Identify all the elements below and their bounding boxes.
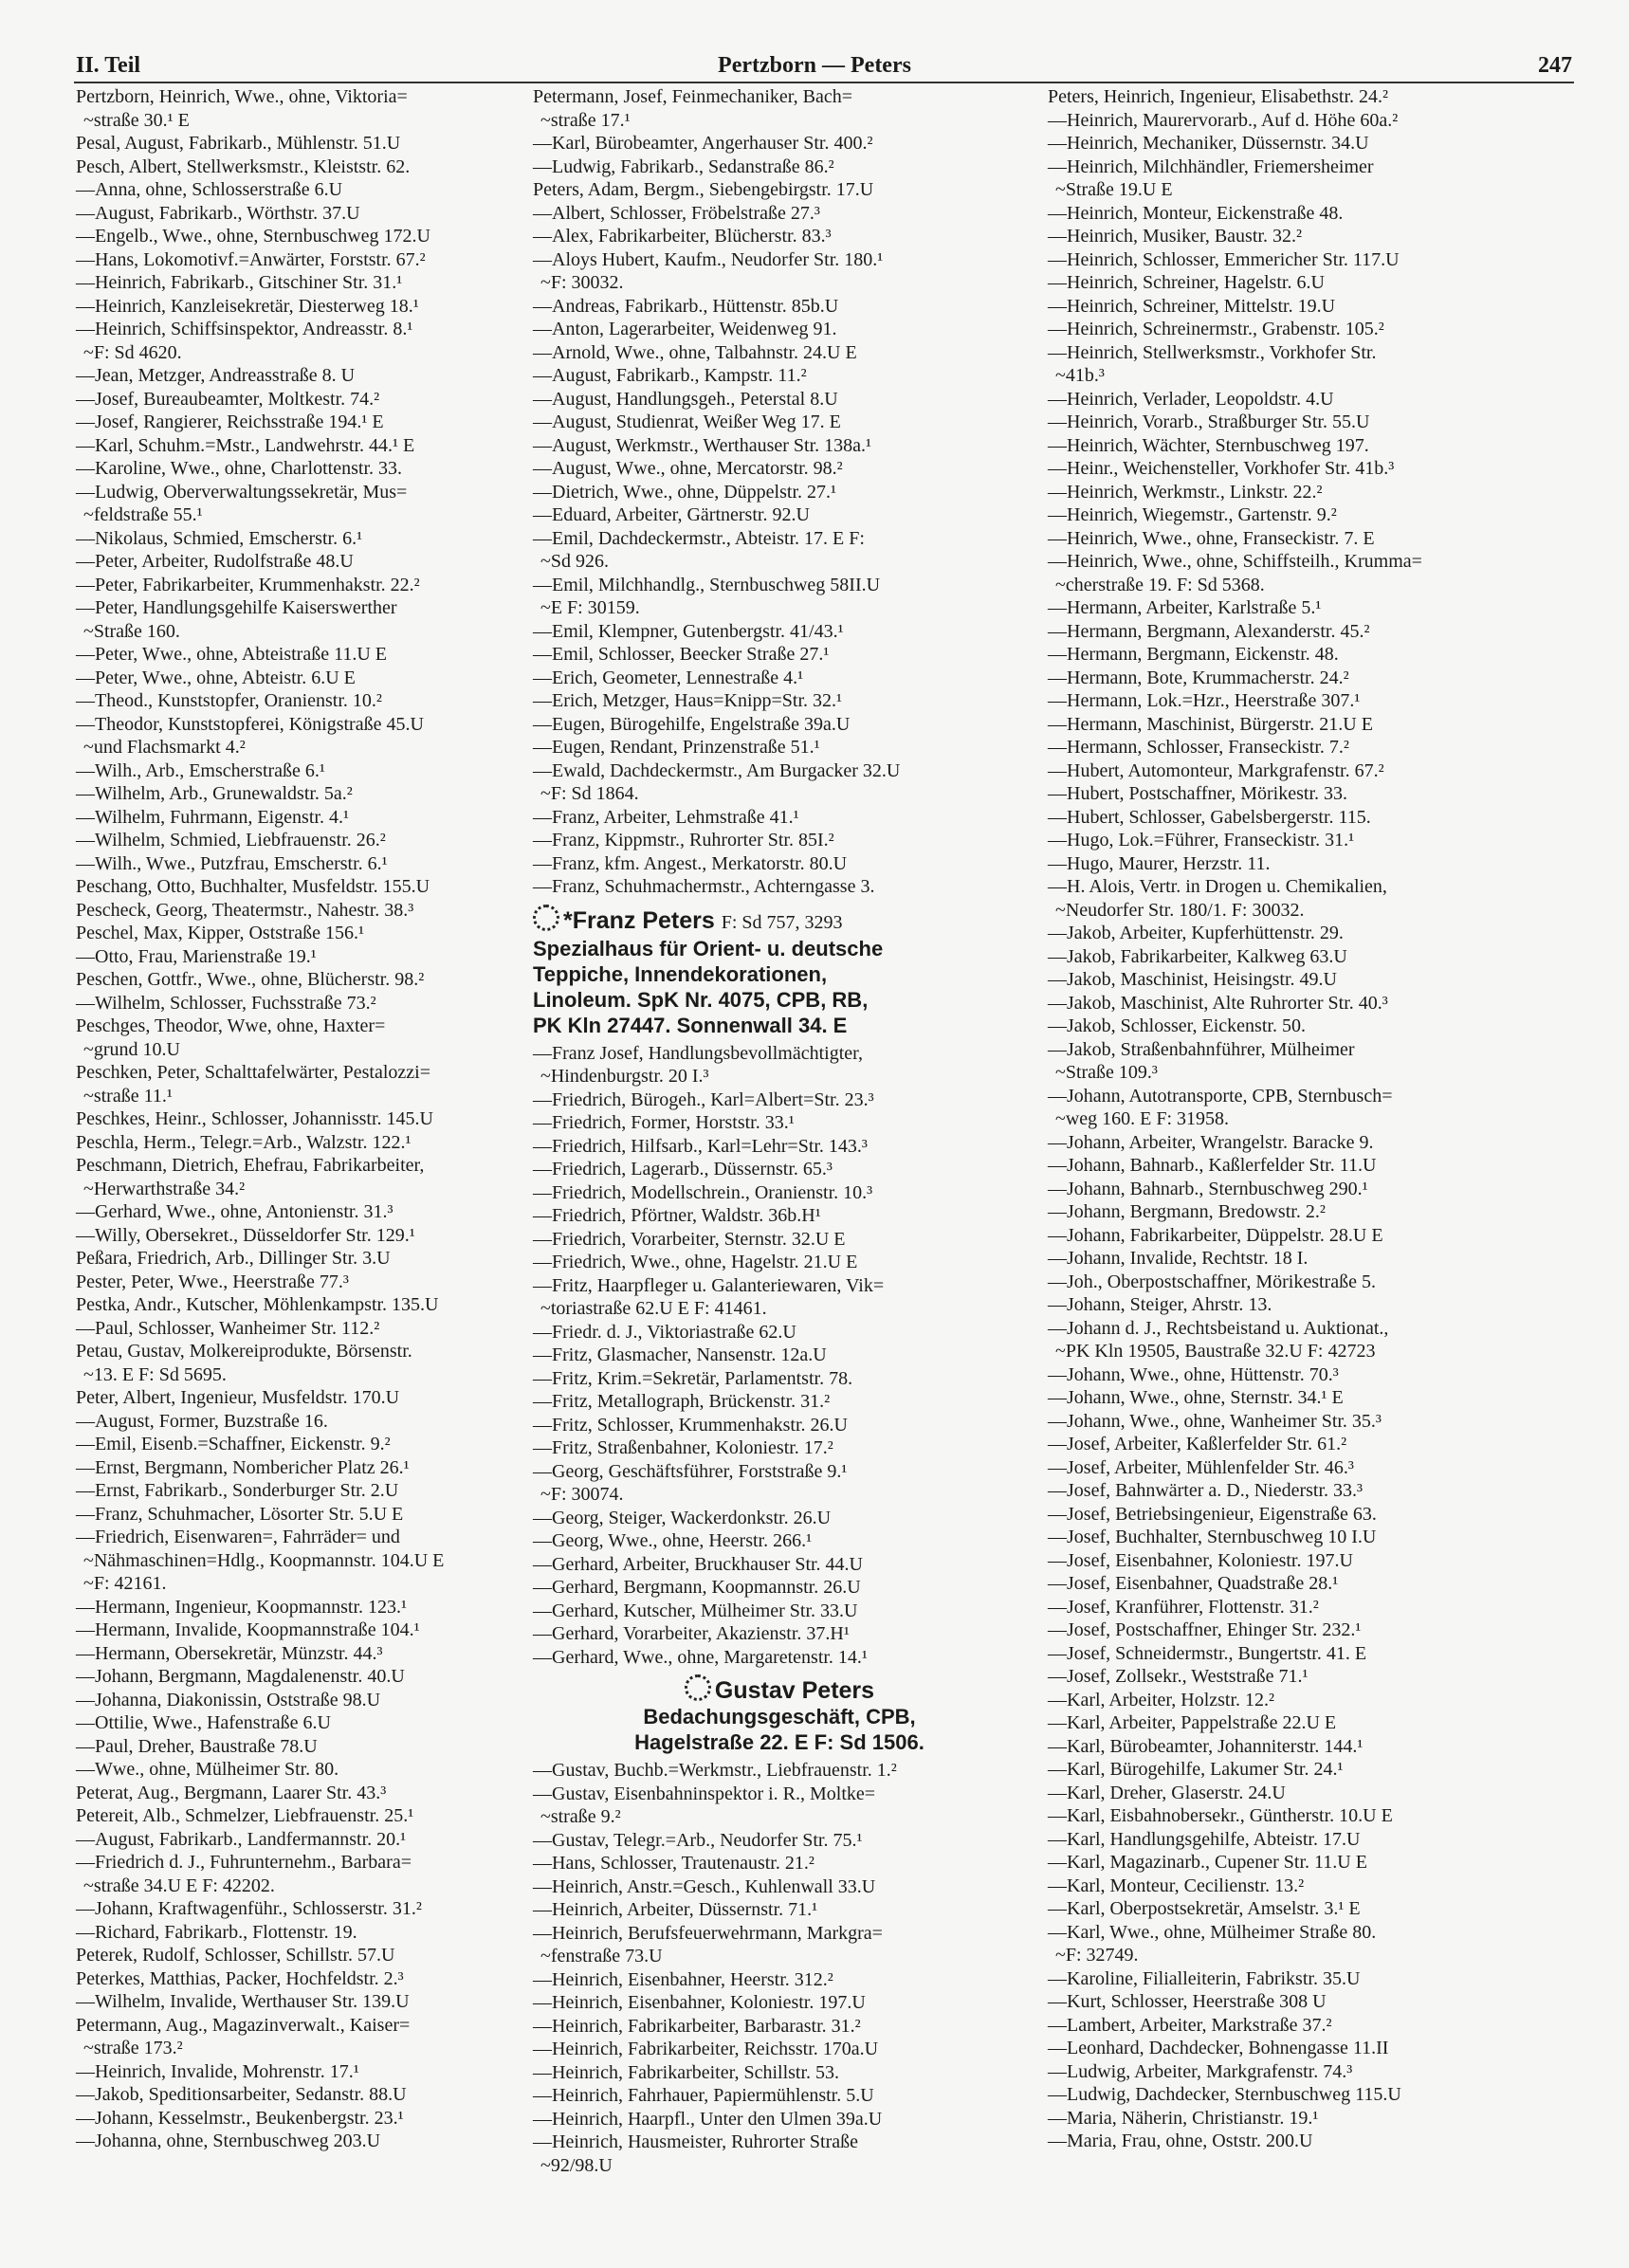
directory-entry: Peschen, Gottfr., Wwe., ohne, Blücherstr. 98.² [76,969,425,990]
directory-entry: —Heinrich, Schreiner, Mittelstr. 19.U [1048,295,1336,317]
directory-entry: —Johann, Steiger, Ahrstr. 13. [1048,1294,1272,1315]
directory-entry: —Richard, Fabrikarb., Flottenstr. 19. [76,1921,357,1943]
directory-entry: —Fritz, Haarpfleger u. Galanteriewaren, Vik= [533,1274,885,1296]
directory-entry: —Ludwig, Fabrikarb., Sedanstraße 86.² [533,155,834,177]
directory-entry: —Georg, Steiger, Wackerdonkstr. 26.U [533,1507,832,1528]
directory-entry: —Ludwig, Oberverwaltungssekretär, Mus= [76,481,408,503]
directory-entry: Peschel, Max, Kipper, Oststraße 156.¹ [76,923,365,943]
directory-entry: —Franz, Schuhmacher, Lösorter Str. 5.U E [76,1503,404,1525]
directory-entry: —August, Former, Buzstraße 16. [76,1410,328,1432]
directory-entry: —August, Handlungsgeh., Peterstal 8.U [533,388,838,410]
entry-continuation: ~Neudorfer Str. 180/1. F: 30032. [1055,899,1305,921]
entry-continuation: ~feldstraße 55.¹ [83,504,203,525]
directory-entry: —Josef, Bureaubeamter, Moltkestr. 74.² [76,388,380,410]
directory-entry: —Johann, Fabrikarbeiter, Düppelstr. 28.U E [1048,1224,1383,1246]
directory-entry: —Johann, Bergmann, Magdalenenstr. 40.U [76,1666,405,1687]
directory-entry: —Heinrich, Arbeiter, Düssernstr. 71.¹ [533,1899,818,1920]
directory-entry: —Jakob, Arbeiter, Kupferhüttenstr. 29. [1048,923,1344,943]
directory-entry: —Wilhelm, Fuhrmann, Eigenstr. 4.¹ [76,806,349,828]
ad-line: Linoleum. SpK Nr. 4075, CPB, RB, [533,987,869,1012]
directory-entry: —Heinrich, Schlosser, Emmericher Str. 117.U [1048,248,1400,270]
advertisement-franz-peters [533,905,1026,1038]
directory-entry: —Nikolaus, Schmied, Emscherstr. 6.¹ [76,527,363,549]
directory-entry: —Karl, Bürobeamter, Johanniterstr. 144.¹ [1048,1735,1364,1757]
directory-entry: —Johann, Bahnarb., Kaßlerfelder Str. 11.U [1048,1155,1377,1176]
entry-continuation: ~13. E F: Sd 5695. [83,1363,227,1385]
directory-entry: —Franz, Schuhmachermstr., Achterngasse 3. [533,876,875,897]
directory-entry: —Peter, Arbeiter, Rudolfstraße 48.U [76,551,354,572]
directory-entry: —Wilh., Arb., Emscherstraße 6.¹ [76,759,325,781]
directory-entry: —August, Fabrikarb., Landfermannstr. 20.¹ [76,1828,407,1850]
directory-entry: —Heinrich, Werkmstr., Linkstr. 22.² [1048,481,1323,503]
directory-entry: —Theod., Kunststopfer, Oranienstr. 10.² [76,690,382,711]
entry-continuation: ~F: 32749. [1055,1945,1139,1966]
directory-entry: —Andreas, Fabrikarb., Hüttenstr. 85b.U [533,295,839,317]
directory-entry: —Josef, Eisenbahner, Quadstraße 28.¹ [1048,1573,1339,1594]
directory-entry: —Kurt, Schlosser, Heerstraße 308 U [1048,1991,1327,2012]
directory-entry: —Joh., Oberpostschaffner, Mörikestraße 5. [1048,1271,1376,1292]
entry-continuation: ~Nähmaschinen=Hdlg., Koopmannstr. 104.U E [83,1549,445,1571]
directory-entry: —Josef, Schneidermstr., Bungertstr. 41. E [1048,1642,1367,1664]
directory-entry: —Gerhard, Wwe., ohne, Margaretenstr. 14.¹ [533,1646,868,1668]
directory-entry: —Dietrich, Wwe., ohne, Düppelstr. 27.¹ [533,481,837,503]
directory-entry: —Johann, Bergmann, Bredowstr. 2.² [1048,1201,1326,1222]
directory-entry: —Josef, Betriebsingenieur, Eigenstraße 63. [1048,1503,1377,1525]
directory-entry: —Eduard, Arbeiter, Gärtnerstr. 92.U [533,504,810,525]
directory-entry: Pesch, Albert, Stellwerksmstr., Kleiststr. 62. [76,155,411,177]
entry-continuation: ~E F: 30159. [540,597,640,618]
column-1 [76,85,522,2153]
directory-entry: —Friedrich, Lagerarb., Düssernstr. 65.³ [533,1159,833,1180]
directory-entry: Peter, Albert, Ingenieur, Musfeldstr. 170.U [76,1387,400,1408]
directory-entry: —Peter, Handlungsgehilfe Kaiserswerther [76,597,397,618]
directory-entry: —Johanna, ohne, Sternbuschweg 203.U [76,2131,381,2151]
directory-entry: —Friedrich d. J., Fuhrunternehm., Barbara= [76,1852,412,1873]
directory-entry: —Friedrich, Wwe., ohne, Hagelstr. 21.U E [533,1252,858,1272]
directory-entry: —Gerhard, Arbeiter, Bruckhauser Str. 44.U [533,1553,863,1575]
entry-continuation: ~Hindenburgstr. 20 I.³ [540,1066,709,1087]
entry-continuation: ~F: 30074. [540,1484,624,1505]
entry-continuation: ~PK Kln 19505, Baustraße 32.U F: 42723 [1055,1341,1376,1362]
directory-entry: Peschges, Theodor, Wwe, ohne, Haxter= [76,1015,386,1036]
directory-entry: —Emil, Schlosser, Beecker Straße 27.¹ [533,644,830,665]
directory-entry: —Emil, Milchhandlg., Sternbuschweg 58II.U [533,574,881,595]
directory-entry: —Maria, Frau, ohne, Oststr. 200.U [1048,2131,1313,2151]
directory-entry: —Josef, Postschaffner, Ehinger Str. 232.¹ [1048,1619,1362,1640]
directory-entry: —Georg, Wwe., ohne, Heerstr. 266.¹ [533,1530,813,1551]
directory-entry: —Gerhard, Kutscher, Mülheimer Str. 33.U [533,1600,858,1621]
directory-entry: —Hubert, Automonteur, Markgrafenstr. 67.² [1048,759,1384,781]
directory-entry: —Alex, Fabrikarbeiter, Blücherstr. 83.³ [533,226,832,247]
directory-entry: —Karl, Monteur, Cecilienstr. 13.² [1048,1875,1305,1896]
entry-continuation: ~41b.³ [1055,365,1105,386]
directory-entry: —Peter, Fabrikarbeiter, Krummenhakstr. 22.² [76,574,420,595]
directory-entry: —Heinrich, Haarpfl., Unter den Ulmen 39a.U [533,2108,883,2130]
directory-entry: —Karl, Arbeiter, Holzstr. 12.² [1048,1689,1275,1710]
directory-entry: —Hermann, Bergmann, Eickenstr. 48. [1048,644,1339,665]
directory-entry: —August, Wwe., ohne, Mercatorstr. 98.² [533,458,843,479]
entry-continuation: ~Straße 19.U E [1055,179,1173,200]
entry-continuation: ~F: 42161. [83,1573,167,1594]
directory-entry: Peterek, Rudolf, Schlosser, Schillstr. 57.U [76,1945,395,1966]
directory-entry: —Fritz, Metallograph, Brückenstr. 31.² [533,1391,831,1412]
ad-phone: F: Sd 757, 3293 [721,911,843,933]
directory-entry: —Arnold, Wwe., ohne, Talbahnstr. 24.U E [533,341,857,363]
directory-entry: —Karl, Oberpostsekretär, Amselstr. 3.¹ E [1048,1898,1361,1919]
directory-entry: —Heinrich, Fabrikarbeiter, Reichsstr. 170a.U [533,2039,879,2059]
directory-entry: —Karl, Schuhm.=Mstr., Landwehrstr. 44.¹ E [76,434,415,456]
directory-entry: —Heinrich, Wächter, Sternbuschweg 197. [1048,434,1369,456]
directory-entry: —Georg, Geschäftsführer, Forststraße 9.¹ [533,1460,848,1482]
directory-entry: —Heinrich, Schreiner, Hagelstr. 6.U [1048,272,1325,293]
directory-entry: —Heinrich, Stellwerksmstr., Vorkhofer Str. [1048,341,1377,363]
ad-line: Hagelstraße 22. E F: Sd 1506. [634,1730,924,1754]
directory-entry: —Erich, Metzger, Haus=Knipp=Str. 32.¹ [533,690,843,711]
directory-entry: —Gerhard, Bergmann, Koopmannstr. 26.U [533,1577,861,1598]
directory-entry: —Leonhard, Dachdecker, Bohnengasse 11.II [1048,2038,1389,2058]
directory-entry: —Heinrich, Fahrhauer, Papiermühlenstr. 5.U [533,2085,874,2106]
directory-entry: —Friedrich, Modellschrein., Oranienstr. 10.³ [533,1181,873,1203]
entry-continuation: ~straße 173.² [83,2038,183,2058]
directory-entry: —Jakob, Speditionsarbeiter, Sedanstr. 88.U [76,2084,407,2105]
directory-entry: —Gustav, Buchb.=Werkmstr., Liebfrauenstr. 1.² [533,1760,897,1781]
directory-entry: —Hubert, Schlosser, Gabelsbergerstr. 115. [1048,806,1371,828]
directory-entry: —Friedrich, Vorarbeiter, Sternstr. 32.U E [533,1228,846,1250]
running-head: Pertzborn — Peters [718,53,911,78]
directory-entry: —Heinrich, Musiker, Baustr. 32.² [1048,226,1302,247]
directory-entry: —Ludwig, Dachdecker, Sternbuschweg 115.U [1048,2084,1401,2105]
directory-entry: Peschang, Otto, Buchhalter, Musfeldstr. 155.U [76,876,430,897]
directory-entry: —Friedrich, Former, Horststr. 33.¹ [533,1112,795,1133]
directory-entry: —Gerhard, Wwe., ohne, Antonienstr. 31.³ [76,1201,394,1222]
directory-entry: —Jean, Metzger, Andreasstraße 8. U [76,365,356,386]
entry-continuation: ~straße 34.U E F: 42202. [83,1875,275,1896]
ad-name: Gustav Peters [714,1677,875,1704]
directory-entry: —Jakob, Schlosser, Eickenstr. 50. [1048,1015,1306,1036]
directory-entry: —Hans, Lokomotivf.=Anwärter, Forststr. 67.² [76,248,426,270]
directory-entry: —Heinrich, Schreinermstr., Grabenstr. 105.² [1048,319,1384,339]
directory-entry: —Josef, Arbeiter, Mühlenfelder Str. 46.³ [1048,1456,1354,1478]
directory-entry: —Jakob, Maschinist, Alte Ruhrorter Str. 40.³ [1048,992,1388,1014]
directory-entry: —Franz Josef, Handlungsbevollmächtigter, [533,1042,864,1064]
directory-entry: —Johann, Kraftwagenführ., Schlosserstr. 31.² [76,1898,422,1919]
entry-continuation: ~92/98.U [540,2154,613,2176]
directory-entry: Peschmann, Dietrich, Ehefrau, Fabrikarbeiter, [76,1155,425,1176]
entry-continuation: ~fenstraße 73.U [540,1946,663,1966]
directory-entry: —Heinrich, Fabrikarb., Gitschiner Str. 31.¹ [76,272,403,293]
directory-entry: —Johanna, Diakonissin, Oststraße 98.U [76,1689,381,1710]
directory-entry: —Johann, Invalide, Rechtstr. 18 I. [1048,1248,1309,1269]
directory-entry: —Friedrich, Eisenwaren=, Fahrräder= und [76,1527,400,1547]
directory-entry: —Lambert, Arbeiter, Markstraße 37.² [1048,2014,1332,2036]
directory-entry: —Hermann, Schlosser, Franseckistr. 7.² [1048,737,1349,758]
directory-entry: —Otto, Frau, Marienstraße 19.¹ [76,945,317,967]
directory-entry: —Gerhard, Vorarbeiter, Akazienstr. 37.H¹ [533,1623,850,1644]
directory-entry: —Heinrich, Fabrikarbeiter, Schillstr. 53. [533,2061,840,2083]
directory-entry: —Theodor, Kunststopferei, Königstraße 45.U [76,713,424,735]
directory-entry: —Heinrich, Eisenbahner, Heerstr. 312.² [533,1968,833,1990]
directory-entry: —Fritz, Krim.=Sekretär, Parlamentstr. 78. [533,1367,853,1389]
directory-entry: —Wwe., ohne, Mülheimer Str. 80. [76,1759,339,1780]
entry-continuation: ~straße 17.¹ [540,109,631,131]
directory-entry: —Franz, kfm. Angest., Merkatorstr. 80.U [533,852,848,874]
directory-entry: —Hermann, Maschinist, Bürgerstr. 21.U E [1048,713,1373,735]
directory-entry: —Engelb., Wwe., ohne, Sternbuschweg 172.U [76,226,431,247]
directory-entry: —Friedrich, Bürogeh., Karl=Albert=Str. 23.³ [533,1088,874,1110]
directory-entry: —Josef, Kranführer, Flottenstr. 31.² [1048,1596,1319,1618]
directory-entry: —Johann, Wwe., ohne, Sternstr. 34.¹ E [1048,1387,1344,1408]
directory-entry: —Heinrich, Verlader, Leopoldstr. 4.U [1048,388,1334,410]
directory-entry: —Wilhelm, Schmied, Liebfrauenstr. 26.² [76,830,386,850]
directory-entry: —Karl, Dreher, Glaserstr. 24.U [1048,1782,1286,1803]
directory-entry: —Heinrich, Anstr.=Gesch., Kuhlenwall 33.U [533,1875,876,1897]
directory-entry: Pesal, August, Fabrikarb., Mühlenstr. 51.U [76,133,401,154]
ad-line: PK Kln 27447. Sonnenwall 34. E [533,1013,848,1037]
directory-entry: Pester, Peter, Wwe., Heerstraße 77.³ [76,1271,349,1292]
directory-entry: —Peter, Wwe., ohne, Abteistraße 11.U E [76,644,388,665]
directory-entry: —Wilh., Wwe., Putzfrau, Emscherstr. 6.¹ [76,852,388,874]
directory-entry: —Fritz, Glasmacher, Nansenstr. 12a.U [533,1344,827,1365]
directory-entry: —Ludwig, Arbeiter, Markgrafenstr. 74.³ [1048,2060,1353,2082]
directory-entry: —Heinrich, Fabrikarbeiter, Barbarastr. 31.² [533,2015,861,2037]
directory-entry: —Ewald, Dachdeckermstr., Am Burgacker 32.U [533,759,901,781]
directory-entry: —Hermann, Obersekretär, Münzstr. 44.³ [76,1642,383,1664]
directory-entry: —August, Fabrikarb., Kampstr. 11.² [533,365,807,386]
directory-entry: —Hugo, Maurer, Herzstr. 11. [1048,852,1271,874]
directory-entry: —Erich, Geometer, Lennestraße 4.¹ [533,667,804,688]
directory-entry: —Anna, ohne, Schlosserstraße 6.U [76,179,343,200]
directory-entry: —Heinrich, Schiffsinspektor, Andreasstr. 8.¹ [76,319,413,339]
directory-entry: —Peter, Wwe., ohne, Abteistr. 6.U E [76,667,356,688]
directory-entry: —Karl, Bürogehilfe, Lakumer Str. 24.¹ [1048,1759,1344,1780]
directory-entry: —Heinrich, Wwe., ohne, Franseckistr. 7. E [1048,527,1375,549]
directory-entry: Petermann, Aug., Magazinverwalt., Kaiser= [76,2014,411,2036]
directory-entry: —Albert, Schlosser, Fröbelstraße 27.³ [533,202,820,224]
directory-entry: —Karl, Wwe., ohne, Mülheimer Straße 80. [1048,1921,1377,1943]
directory-entry: —Josef, Arbeiter, Kaßlerfelder Str. 61.² [1048,1434,1347,1454]
entry-continuation: ~straße 9.² [540,1806,621,1827]
directory-entry: —Heinrich, Maurervorarb., Auf d. Höhe 60a.² [1048,109,1399,131]
directory-entry: —Aloys Hubert, Kaufm., Neudorfer Str. 180.¹ [533,248,884,270]
directory-entry: Peters, Adam, Bergm., Siebengebirgstr. 17.U [533,179,874,200]
directory-entry: —Fritz, Schlosser, Krummenhakstr. 26.U [533,1414,848,1436]
directory-entry: —Karl, Arbeiter, Pappelstraße 22.U E [1048,1712,1337,1733]
entry-continuation: ~straße 11.¹ [83,1085,173,1107]
directory-entry: Peterat, Aug., Bergmann, Laarer Str. 43.³ [76,1782,387,1803]
ad-line: Bedachungsgeschäft, CPB, [643,1705,916,1728]
entries-block-a [533,85,1026,899]
directory-entry: —Heinrich, Invalide, Mohrenstr. 17.¹ [76,2060,359,2082]
directory-entry: —Hans, Schlosser, Trautenaustr. 21.² [533,1853,814,1874]
directory-entry: —Wilhelm, Invalide, Werthauser Str. 139.U [76,1991,410,2012]
directory-entry: —Gustav, Telegr.=Arb., Neudorfer Str. 75.¹ [533,1829,863,1851]
part-label: II. Teil [76,53,141,78]
directory-entry: —Fritz, Straßenbahner, Koloniestr. 17.² [533,1437,833,1458]
directory-entry: —Heinrich, Mechaniker, Düssernstr. 34.U [1048,133,1369,154]
directory-entry: —Anton, Lagerarbeiter, Weidenweg 91. [533,319,837,339]
directory-entry: —Johann, Bahnarb., Sternbuschweg 290.¹ [1048,1178,1368,1199]
directory-entry: —Heinrich, Monteur, Eickenstraße 48. [1048,202,1344,224]
directory-entry: —Jakob, Fabrikarbeiter, Kalkweg 63.U [1048,945,1347,967]
directory-entry: Petereit, Alb., Schmelzer, Liebfrauenstr. 25.¹ [76,1805,414,1826]
directory-entry: —Josef, Bahnwärter a. D., Niederstr. 33.³ [1048,1480,1364,1501]
directory-entry: Peschken, Peter, Schalttafelwärter, Pestalozzi= [76,1062,430,1083]
directory-entry: —Ernst, Fabrikarb., Sonderburger Str. 2.U [76,1480,399,1501]
column-3 [1048,85,1579,2153]
directory-entry: —Johann, Arbeiter, Wrangelstr. Baracke 9. [1048,1131,1374,1153]
directory-entry: —Heinrich, Eisenbahner, Koloniestr. 197.U [533,1992,866,2013]
directory-entry: —Heinrich, Kanzleisekretär, Diesterweg 18.¹ [76,295,419,317]
directory-entry: —Heinr., Weichensteller, Vorkhofer Str. 41b.³ [1048,458,1395,479]
directory-entry: —Karl, Magazinarb., Cupener Str. 11.U E [1048,1852,1367,1873]
entry-continuation: ~F: Sd 1864. [540,783,639,804]
directory-entry: —Hermann, Arbeiter, Karlstraße 5.¹ [1048,597,1322,618]
advertisement-gustav-peters [533,1674,1026,1755]
directory-entry: —August, Studienrat, Weißer Weg 17. E [533,412,841,432]
column-2 [533,85,1026,2177]
directory-entry: —Gustav, Eisenbahninspektor i. R., Moltke= [533,1783,876,1804]
directory-entry: —Eugen, Rendant, Prinzenstraße 51.¹ [533,737,820,758]
directory-entry: —Friedrich, Hilfsarb., Karl=Lehr=Str. 143.³ [533,1135,868,1157]
directory-entry: —Johann, Wwe., ohne, Wanheimer Str. 35.³ [1048,1410,1382,1432]
directory-entry: —Hermann, Bergmann, Alexanderstr. 45.² [1048,620,1370,642]
entries-block-b [533,1042,1026,1670]
directory-entry: Petermann, Josef, Feinmechaniker, Bach= [533,86,853,107]
entry-continuation: ~F: 30032. [540,272,624,293]
ad-line: Teppiche, Innendekorationen, [533,961,828,986]
directory-entry: —August, Fabrikarb., Wörthstr. 37.U [76,202,360,224]
entry-continuation: ~und Flachsmarkt 4.² [83,737,246,758]
directory-entry: —Johann, Kesselmstr., Beukenbergstr. 23.¹ [76,2107,404,2129]
directory-entry: —Karl, Handlungsgehilfe, Abteistr. 17.U [1048,1828,1361,1850]
directory-entry: —Heinrich, Hausmeister, Ruhrorter Straße [533,2131,858,2152]
directory-entry: —Hermann, Bote, Krummacherstr. 24.² [1048,667,1349,688]
directory-entry: —August, Werkmstr., Werthauser Str. 138a.¹ [533,434,872,456]
entry-continuation: ~F: Sd 4620. [83,341,182,363]
directory-entry: —Friedrich, Pförtner, Waldstr. 36b.H¹ [533,1205,821,1226]
entries-block-c [533,1759,1026,2177]
directory-entry: Pertzborn, Heinrich, Wwe., ohne, Viktoria= [76,86,408,107]
entry-continuation: ~Sd 926. [540,551,609,572]
directory-entry: Peschla, Herm., Telegr.=Arb., Walzstr. 122.¹ [76,1131,412,1153]
directory-entry: —Ottilie, Wwe., Hafenstraße 6.U [76,1712,331,1733]
directory-entry: —Heinrich, Wiegemstr., Gartenstr. 9.² [1048,504,1337,525]
directory-entry: —Paul, Schlosser, Wanheimer Str. 112.² [76,1317,380,1339]
entry-continuation: ~Herwarthstraße 34.² [83,1178,246,1199]
ad-line: Spezialhaus für Orient- u. deutsche [533,936,884,960]
directory-entry: —Hermann, Ingenieur, Koopmannstr. 123.¹ [76,1596,408,1618]
directory-entry: —Franz, Kippmstr., Ruhrorter Str. 85I.² [533,830,834,850]
directory-entry: —Emil, Klempner, Gutenbergstr. 41/43.¹ [533,620,844,642]
directory-entry: —Heinrich, Vorarb., Straßburger Str. 55.U [1048,412,1370,432]
directory-entry: —Ernst, Bergmann, Nombericher Platz 26.¹ [76,1456,410,1478]
entry-continuation: ~grund 10.U [83,1038,180,1060]
directory-entry: —Jakob, Maschinist, Heisingstr. 49.U [1048,969,1337,990]
directory-entry: Peters, Heinrich, Ingenieur, Elisabethstr. 24.² [1048,86,1388,107]
ornament-icon [533,905,559,931]
directory-entry: Pestka, Andr., Kutscher, Möhlenkampstr. 135.U [76,1294,439,1315]
directory-entry: —Johann, Autotransporte, CPB, Sternbusch= [1048,1085,1393,1107]
directory-entry: —Karl, Eisbahnobersekr., Güntherstr. 10.U E [1048,1805,1393,1826]
directory-entry: —Hugo, Lok.=Führer, Franseckistr. 31.¹ [1048,830,1355,850]
directory-entry: —Eugen, Bürogehilfe, Engelstraße 39a.U [533,713,851,735]
entry-continuation: ~toriastraße 62.U E F: 41461. [540,1298,767,1319]
directory-entry: —Heinrich, Milchhändler, Friemersheimer [1048,155,1374,177]
directory-entry: —Hermann, Lok.=Hzr., Heerstraße 307.¹ [1048,690,1361,711]
directory-entry: —Franz, Arbeiter, Lehmstraße 41.¹ [533,806,799,828]
directory-entry: Pescheck, Georg, Theatermstr., Nahestr. 38.³ [76,899,414,921]
directory-entry: Peschkes, Heinr., Schlosser, Johannisstr. 145.U [76,1108,433,1129]
entry-continuation: ~weg 160. E F: 31958. [1055,1108,1230,1129]
directory-entry: Peterkes, Matthias, Packer, Hochfeldstr. 2.³ [76,1967,404,1989]
directory-entry: —Karl, Bürobeamter, Angerhauser Str. 400.² [533,133,873,154]
directory-entry: —Karoline, Filialleiterin, Fabrikstr. 35.U [1048,1967,1361,1989]
directory-entry: —Wilhelm, Schlosser, Fuchsstraße 73.² [76,992,376,1014]
directory-entry: —Willy, Obersekret., Düsseldorfer Str. 129.¹ [76,1224,415,1246]
directory-entry: —Josef, Eisenbahner, Koloniestr. 197.U [1048,1549,1353,1571]
directory-entry: —Josef, Zollsekr., Weststraße 71.¹ [1048,1666,1309,1687]
directory-entry: —Hermann, Invalide, Koopmannstraße 104.¹ [76,1619,420,1640]
header-rule [74,82,1574,83]
directory-entry: —Josef, Buchhalter, Sternbuschweg 10 I.U [1048,1527,1377,1547]
directory-entry: —Emil, Dachdeckermstr., Abteistr. 17. E F: [533,527,865,549]
directory-entry: —Johann, Wwe., ohne, Hüttenstr. 70.³ [1048,1363,1339,1385]
directory-entry: —Karoline, Wwe., ohne, Charlottenstr. 33. [76,458,403,479]
directory-entry: —Emil, Eisenb.=Schaffner, Eickenstr. 9.² [76,1434,391,1454]
directory-entry: —H. Alois, Vertr. in Drogen u. Chemikalien, [1048,876,1387,897]
directory-entry: Petau, Gustav, Molkereiprodukte, Börsenstr. [76,1341,412,1362]
directory-entry: —Maria, Näherin, Christianstr. 19.¹ [1048,2107,1319,2129]
entry-continuation: ~Straße 160. [83,620,180,642]
ad-name: *Franz Peters [563,906,715,934]
directory-entry: —Jakob, Straßenbahnführer, Mülheimer [1048,1038,1355,1060]
directory-entry: —Wilhelm, Arb., Grunewaldstr. 5a.² [76,783,353,804]
entry-continuation: ~cherstraße 19. F: Sd 5368. [1055,574,1265,595]
directory-entry: —Paul, Dreher, Baustraße 78.U [76,1735,318,1757]
directory-entry: —Heinrich, Berufsfeuerwehrmann, Markgra= [533,1922,883,1944]
ornament-icon [685,1674,711,1701]
directory-entry: Peßara, Friedrich, Arb., Dillinger Str. 3.U [76,1248,391,1269]
directory-entry: —Heinrich, Wwe., ohne, Schiffsteilh., Krumma= [1048,551,1422,572]
entry-continuation: ~straße 30.¹ E [83,109,190,131]
directory-entry: —Friedr. d. J., Viktoriastraße 62.U [533,1321,796,1343]
entry-continuation: ~Straße 109.³ [1055,1062,1158,1083]
page-number: 247 [1538,53,1572,78]
directory-entry: —Josef, Rangierer, Reichsstraße 194.¹ E [76,412,384,432]
directory-entry: —Johann d. J., Rechtsbeistand u. Auktionat., [1048,1317,1389,1339]
directory-entry: —Hubert, Postschaffner, Mörikestr. 33. [1048,783,1348,804]
